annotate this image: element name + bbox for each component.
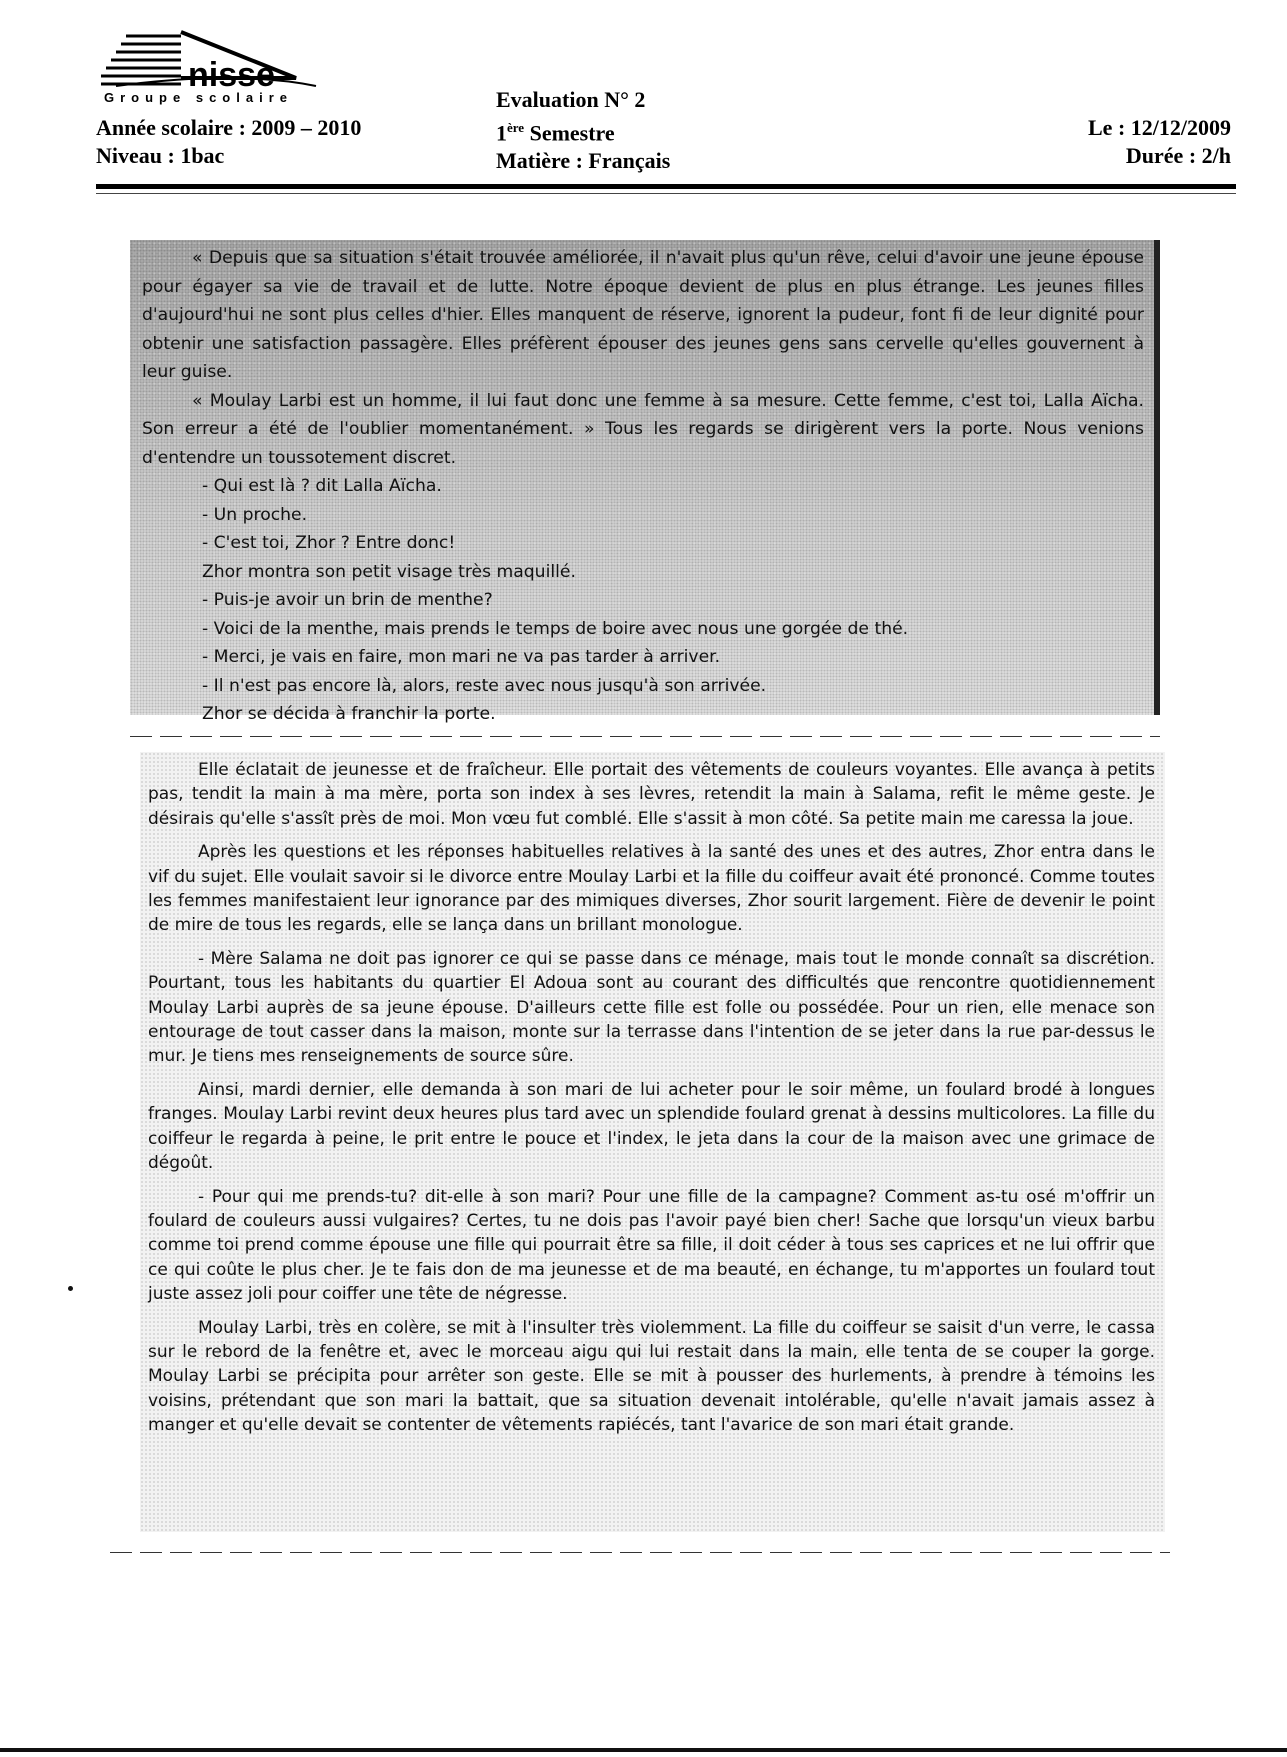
passage-two-paragraph: - Pour qui me prends-tu? dit-elle à son mari? Pour une fille de la campagne? Comment as-tu osé m'offrir un foulard de couleurs aussi vulgaires? Certes, tu ne dois pas l'avoir payé bien cher! Sache que lorsqu'un vieux barbu comme toi prend comme épouse une fille qui pourrait être sa fille, il doit céder à tous ses caprices et ne lui offrir que ce qui coûte le plus cher. Je te fais don de ma jeunesse et de ma beauté, en échange, tu m'apportes un foulard tout juste assez joli pour coiffer une tête de négresse. <box>148 1186 1155 1305</box>
dialogue-line: Zhor se décida à franchir la porte. <box>202 704 496 724</box>
bottom-separator <box>110 1552 1170 1553</box>
exam-duration: Durée : 2/h <box>1125 143 1231 168</box>
dialogue-line: - Puis-je avoir un brin de menthe? <box>202 590 493 610</box>
header-left <box>96 114 361 170</box>
passage-one-text <box>142 244 1144 729</box>
header-right <box>966 114 1231 170</box>
passage-one-paragraph: « Depuis que sa situation s'était trouvée améliorée, il n'avait plus qu'un rêve, celui d'avoir une jeune épouse pour égayer sa vie de travail et de lutte. Notre époque devient de plus en plus étrange. Les jeunes filles d'aujourd'hui ne sont plus celles d'hier. Elles manquent de réserve, ignorent la pudeur, font fi de leur dignité pour obtenir une satisfaction passagère. Elles préfèrent épouser des jeunes gens sans cervelle qu'elles gouvernent à leur guise. <box>142 248 1144 382</box>
school-logo <box>96 28 346 108</box>
dialogue-line: - Merci, je vais en faire, mon mari ne va pas tarder à arriver. <box>202 647 721 667</box>
evaluation-title: Evaluation N° 2 <box>496 87 646 112</box>
passage-two <box>140 752 1165 1532</box>
page-header <box>96 28 1236 178</box>
header-middle <box>496 86 670 175</box>
header-rule <box>96 184 1236 189</box>
passage-two-text <box>148 758 1155 1438</box>
dialogue-line: Zhor montra son petit visage très maquillé. <box>202 561 576 582</box>
annee-scolaire: Année scolaire : 2009 – 2010 <box>96 115 362 140</box>
dialogue-line: - Qui est là ? dit Lalla Aïcha. <box>202 476 442 496</box>
logo-text: nisse <box>188 56 275 94</box>
exam-date: Le : 12/12/2009 <box>1088 115 1231 140</box>
dialogue-line: - C'est toi, Zhor ? Entre donc! <box>202 533 456 553</box>
passage-one-paragraph: « Moulay Larbi est un homme, il lui faut donc une femme à sa mesure. Cette femme, c'est toi, Lalla Aïcha. Son erreur a été de l'oublier momentanément. » Tous les regards se dirigèrent vers la porte. Nous venions d'entendre un toussotement discret. <box>142 390 1144 468</box>
dialogue-line: - Il n'est pas encore là, alors, reste avec nous jusqu'à son arrivée. <box>202 675 767 696</box>
passage-two-paragraph: Ainsi, mardi dernier, elle demanda à son mari de lui acheter pour le soir même, un foulard brodé à longues franges. Moulay Larbi revint deux heures plus tard avec un splendide foulard grenat à dessins multicolores. La fille du coiffeur le regarda à peine, le prit entre le pouce et l'index, le jeta dans la cour de la maison avec une grimace de dégoût. <box>148 1079 1155 1174</box>
dialogue-line: - Un proche. <box>202 504 308 525</box>
separator-line <box>130 736 1160 737</box>
passage-two-paragraph: Moulay Larbi, très en colère, se mit à l'insulter très violemment. La fille du coiffeur se saisit d'un verre, le cassa sur le rebord de la fenêtre et, avec le morceau aigu qui lui restait dans la main, elle tenta de se couper la gorge. Moulay Larbi se précipita pour arrêter son geste. Elle se mit à pousser des hurlements, à prendre à témoins les voisins, prétendant que son mari la battait, que sa situation devenait intolérable, qu'elle n'avait jamais assez à manger et qu'elle devait se contenter de vêtements rapiécés, tant l'avarice de son mari était grande. <box>148 1317 1155 1436</box>
logo-subtitle: Groupe scolaire <box>104 90 293 105</box>
header-rule-thin <box>96 193 1236 194</box>
niveau: Niveau : 1bac <box>96 143 225 168</box>
semestre: 1ère Semestre <box>496 120 615 146</box>
page-bottom-bar <box>0 1748 1287 1752</box>
passage-two-paragraph: Après les questions et les réponses habituelles relatives à la santé des unes et des autres, Zhor entra dans le vif du sujet. Elle voulait savoir si le divorce entre Moulay Larbi et la fille du coiffeur avait été prononcé. Comme toutes les femmes manifestaient leur ignorance par des mimiques diverses, Zhor sourit largement. Fière de devenir le point de mire de tous les regards, elle se lança dans un brillant monologue. <box>148 842 1155 936</box>
margin-dot <box>68 1286 73 1291</box>
passage-one <box>130 240 1160 724</box>
matiere: Matière : Français <box>496 148 671 174</box>
passage-two-paragraph: - Mère Salama ne doit pas ignorer ce qui se passe dans ce ménage, mais tout le monde connaît sa discrétion. Pourtant, tous les habitants du quartier El Adoua sont au courant des difficultés que rencontre quotidiennement Moulay Larbi auprès de sa jeune épouse. D'ailleurs cette fille est folle ou possédée. Pour un rien, elle menace son entourage de tout casser dans la maison, monte sur la terrasse dans l'intention de se jeter dans la rue par-dessus le mur. Je tiens mes renseignements de source sûre. <box>148 948 1155 1067</box>
dialogue-line: - Voici de la menthe, mais prends le temps de boire avec nous une gorgée de thé. <box>202 618 909 639</box>
passage-two-paragraph: Elle éclatait de jeunesse et de fraîcheur. Elle portait des vêtements de couleurs voyantes. Elle avança à petits pas, tendit la main à ma mère, porta son index à ses lèvres, retendit la main à Salama, refit le même geste. Je désirais qu'elle s'assît près de moi. Mon vœu fut comblé. Elle s'assit à mon côté. Sa petite main me caressa la joue. <box>148 760 1155 829</box>
